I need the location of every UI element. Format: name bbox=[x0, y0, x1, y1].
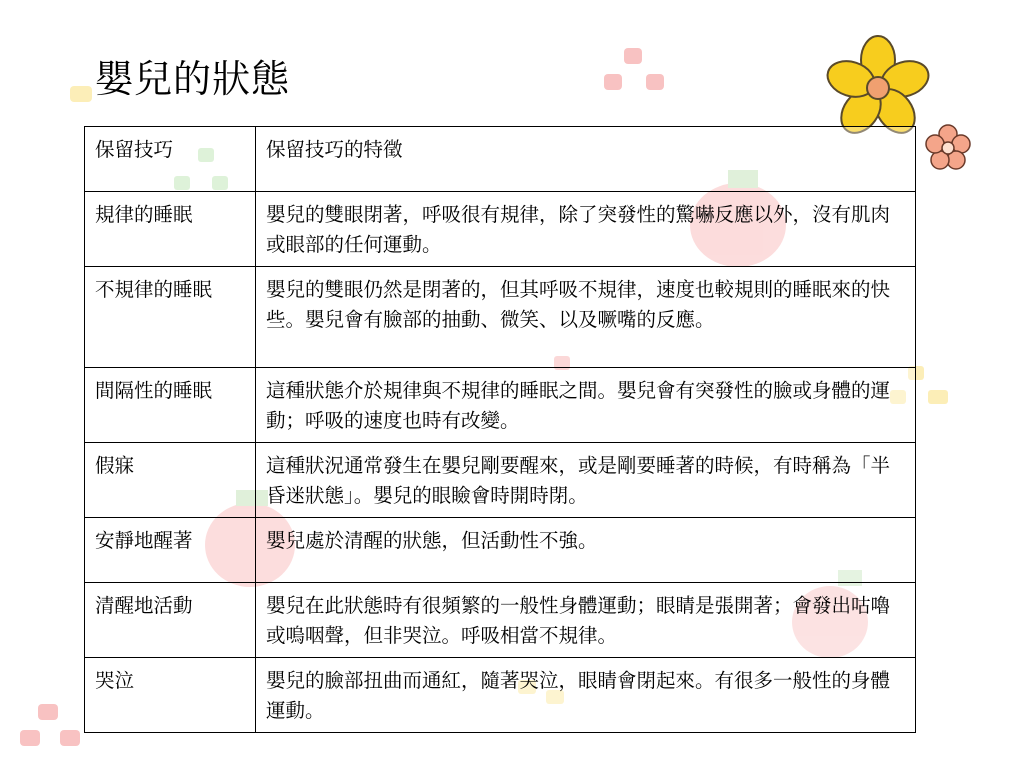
state-description-cell: 這種狀態介於規律與不規律的睡眠之間。嬰兒會有突發性的臉或身體的運動；呼吸的速度也時有改變。 bbox=[256, 368, 916, 443]
table-row bbox=[85, 192, 916, 267]
states-table bbox=[84, 126, 916, 733]
state-description-cell: 嬰兒的雙眼閉著，呼吸很有規律，除了突發性的驚嚇反應以外，沒有肌肉或眼部的任何運動。 bbox=[256, 192, 916, 267]
state-name-cell: 假寐 bbox=[85, 443, 256, 518]
table-row bbox=[85, 658, 916, 733]
page-title: 嬰兒的狀態 bbox=[95, 57, 291, 101]
table-row bbox=[85, 267, 916, 368]
state-description-cell: 嬰兒在此狀態時有很頻繁的一般性身體運動；眼睛是張開著；會發出咕嚕或嗚咽聲，但非哭泣。呼吸相當不規律。 bbox=[256, 583, 916, 658]
pink-flower-icon bbox=[926, 125, 970, 169]
table-row bbox=[85, 583, 916, 658]
table-row bbox=[85, 368, 916, 443]
table-row bbox=[85, 443, 916, 518]
state-description-cell: 嬰兒的臉部扭曲而通紅，隨著哭泣，眼睛會閉起來。有很多一般性的身體運動。 bbox=[256, 658, 916, 733]
state-name-cell: 規律的睡眠 bbox=[85, 192, 256, 267]
state-description-cell: 這種狀況通常發生在嬰兒剛要醒來，或是剛要睡著的時候，有時稱為「半昏迷狀態」。嬰兒的眼瞼會時開時閉。 bbox=[256, 443, 916, 518]
state-name-cell: 不規律的睡眠 bbox=[85, 267, 256, 368]
table-header-cell: 保留技巧 bbox=[85, 127, 256, 192]
states-table-container bbox=[84, 126, 916, 733]
state-name-cell: 清醒地活動 bbox=[85, 583, 256, 658]
state-name-cell: 安靜地醒著 bbox=[85, 518, 256, 583]
state-description-cell: 嬰兒的雙眼仍然是閉著的，但其呼吸不規律，速度也較規則的睡眠來的快些。嬰兒會有臉部的抽動、微笑、以及噘嘴的反應。 bbox=[256, 267, 916, 368]
state-name-cell: 哭泣 bbox=[85, 658, 256, 733]
state-description-cell: 嬰兒處於清醒的狀態，但活動性不強。 bbox=[256, 518, 916, 583]
table-header-cell: 保留技巧的特徵 bbox=[256, 127, 916, 192]
yellow-flower-icon bbox=[823, 36, 933, 140]
state-name-cell: 間隔性的睡眠 bbox=[85, 368, 256, 443]
table-row bbox=[85, 518, 916, 583]
table-header-row bbox=[85, 127, 916, 192]
